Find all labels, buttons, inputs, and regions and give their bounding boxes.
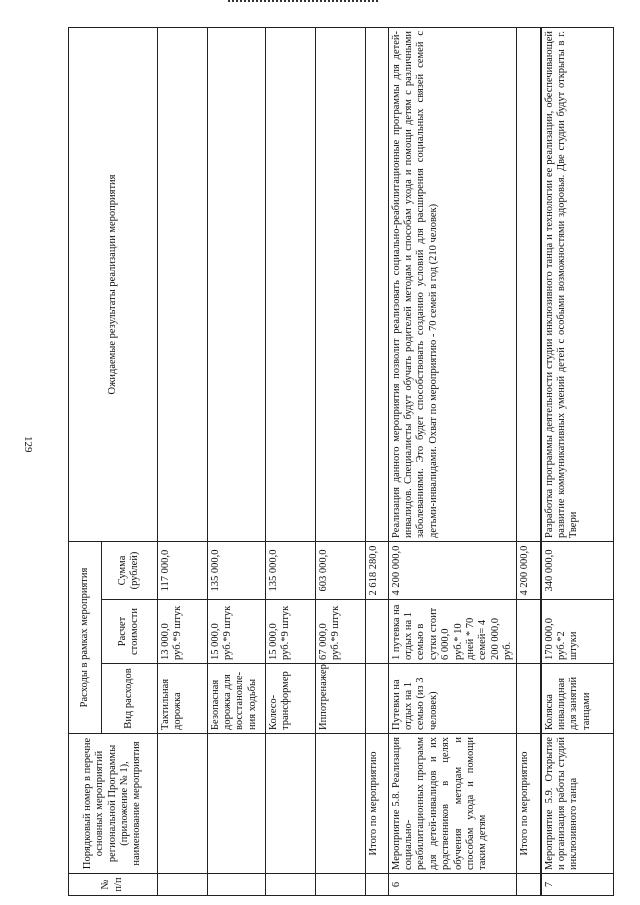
cell-type: Тактильная дорожка: [157, 664, 207, 734]
table-row: [541, 28, 614, 896]
total-label: Итого по мероприятию: [365, 734, 388, 874]
cell-sum: 340 000,0: [541, 542, 614, 600]
total-row: [517, 28, 541, 896]
cell-sum: 603 000,0: [315, 542, 365, 600]
cell-type: Колесо-трансформер: [265, 664, 315, 734]
top-scan-mark: [228, 0, 378, 6]
cell-calc: 15 000,0 руб.*9 штук: [265, 600, 315, 664]
table-row: [315, 28, 365, 896]
total-row: [365, 28, 388, 896]
measure-name: Мероприятие 5.8. Реализация социально-реабилитационных программ для детей-инвалидов и их родственников в целях обучения методам и способам ухода и помощи таким детям: [388, 734, 517, 874]
cell-type: Безопасная дорожка для восстановле-ния ходьбы: [207, 664, 265, 734]
cell-type: Коляска инвалидная для занятий танцами: [541, 664, 614, 734]
header-expenses-group: Расходы в рамках мероприятия: [69, 542, 102, 734]
rotated-table-wrapper: [68, 28, 614, 896]
header-sum: Сумма (рублей): [101, 542, 157, 600]
total-sum: 2 618 280,0: [365, 542, 388, 600]
cell-calc: 15 000,0 руб.*9 штук: [207, 600, 265, 664]
total-sum: 4 200 000,0: [517, 542, 541, 600]
expected-result: Разработка программы деятельности студии инклюзивного танца и технологии ее реализации, обеспечивающей развитие коммуникативных умений детей с особыми возможностями здоровья. Две студии будут открыты в г. Твери: [541, 28, 614, 542]
table-row: [265, 28, 315, 896]
page-number: 129: [22, 436, 34, 453]
header-row-1: [69, 28, 102, 896]
row-number: 7: [541, 874, 614, 896]
table-row: [388, 28, 517, 896]
header-order: Порядковый номер в перечне основных мероприятий региональной Программы (приложение № 1), наименование мероприятия: [69, 734, 158, 874]
table-row: [157, 28, 207, 896]
cell-type: Иппотренажер: [315, 664, 365, 734]
cell-sum: 117 000,0: [157, 542, 207, 600]
measure-name: Мероприятие 5.9. Открытие и организация работы студий инклюзивного танца: [541, 734, 614, 874]
header-num: № п/п: [69, 874, 158, 896]
cell-calc: 67 000,0 руб.*9 штук: [315, 600, 365, 664]
cell-sum: 135 000,0: [265, 542, 315, 600]
header-results: Ожидаемые результаты реализации мероприятия: [69, 28, 158, 542]
table-row: [207, 28, 265, 896]
expected-result: Реализация данного мероприятия позволит реализовать социально-реабилитационные программы для детей-инвалидов. Специалисты будут обучать родителей методам и способам ухода и помощи детям с различными заболеваниями. Это будет способствовать созданию условий для расширения социальных связей семей с детьми-инвалидами. Охват по мероприятию - 70 семей в год (210 человек): [388, 28, 517, 542]
cell-calc: 1 путевка на отдых на 1 семью в сутки стоит 6 000,0 руб.* 10 дней * 70 семей= 4 200 000,0 руб.: [388, 600, 517, 664]
header-calc: Расчет стоимости: [101, 600, 157, 664]
cell-calc: 13 000,0 руб.*9 штук: [157, 600, 207, 664]
header-type: Вид расходов: [101, 664, 157, 734]
total-label: Итого по мероприятию: [517, 734, 541, 874]
cell-calc: 170 000,0 руб.*2 штуки: [541, 600, 614, 664]
expenses-table: [68, 27, 614, 896]
cell-type: Путевки на отдых на 1 семью (из 3 человек): [388, 664, 517, 734]
cell-sum: 4 200 000,0: [388, 542, 517, 600]
row-number: 6: [388, 874, 517, 896]
cell-sum: 135 000,0: [207, 542, 265, 600]
